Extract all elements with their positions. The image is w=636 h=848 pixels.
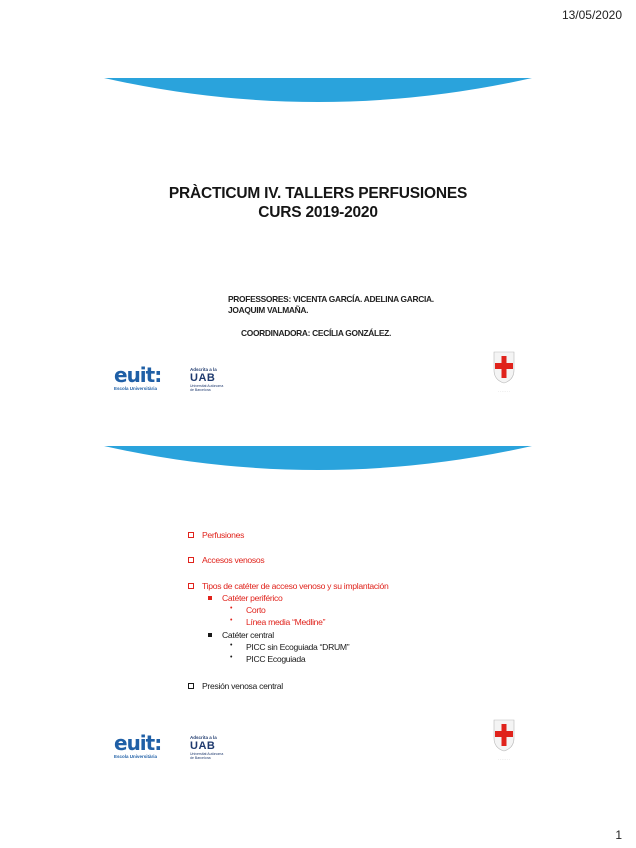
document-date: 13/05/2020 (561, 8, 622, 22)
coordinator: COORDINADORA: CECÍLIA GONZÁLEZ. (241, 328, 391, 338)
list-item-label: PICC Ecoguiada (246, 654, 306, 664)
slide-2 (104, 446, 532, 776)
list-item-label: Accesos venosos (202, 555, 265, 565)
professors-line-1: PROFESSORES: VICENTA GARCÍA. ADELINA GARCIA. (228, 294, 434, 304)
checkbox-square-icon (188, 583, 194, 589)
professors-line-2: JOAQUIM VALMAÑA. (228, 305, 309, 315)
list-item-label: Tipos de catéter de acceso venoso y su implantación (202, 581, 389, 591)
checkbox-square-icon (188, 683, 194, 689)
cross-caption: · · · · · · · (498, 389, 510, 393)
cross-shield-graphic (484, 718, 524, 752)
dot-bullet-icon: • (230, 642, 233, 649)
uab-subtitle-2: de Barcelona (190, 756, 211, 760)
slide-title (104, 184, 532, 222)
title-line-2: CURS 2019-2020 (258, 204, 378, 221)
checkbox-square-icon (188, 532, 194, 538)
list-item-label: Corto (246, 605, 266, 615)
euit-subtitle: Escola Universitària (114, 754, 158, 759)
dot-bullet-icon: • (230, 605, 233, 612)
uab-subtitle-1: Universitat Autònoma (190, 752, 224, 756)
euit-logo (114, 733, 161, 759)
dot-bullet-icon: • (230, 617, 233, 624)
title-line-1: PRÀCTICUM IV. TALLERS PERFUSIONES (168, 185, 468, 202)
red-cross-shield-icon (484, 350, 524, 393)
slide-banner (104, 78, 532, 104)
uab-subtitle-1: Universitat Autònoma (190, 384, 224, 388)
uab-subtitle-2: de Barcelona (190, 388, 211, 392)
euit-logo (114, 365, 161, 391)
list-item-label: Catéter central (222, 630, 274, 640)
list-item-label: Presión venosa central (202, 681, 283, 691)
uab-top-text: Adscrita a la (190, 367, 217, 372)
uab-wordmark: UAB (190, 372, 216, 384)
list-item-label: Línea media “Medline” (246, 617, 326, 627)
square-bullet-icon (208, 596, 212, 600)
list-item-label: Catéter periférico (222, 593, 283, 603)
slide-banner (104, 446, 532, 472)
square-bullet-icon (208, 633, 212, 637)
red-cross-shield-icon (484, 718, 524, 761)
page-number: 1 (615, 828, 622, 842)
euit-wordmark: euit: (114, 731, 162, 755)
uab-logo (190, 367, 223, 392)
uab-top-text: Adscrita a la (190, 735, 217, 740)
slide-1 (104, 78, 532, 408)
professors (228, 294, 434, 316)
cross-caption: · · · · · · · (498, 757, 510, 761)
list-item-label: Perfusiones (202, 530, 245, 540)
uab-logo (190, 735, 223, 760)
cross-shield-graphic (484, 350, 524, 384)
euit-wordmark: euit: (114, 363, 162, 387)
euit-subtitle: Escola Universitària (114, 386, 158, 391)
uab-wordmark: UAB (190, 740, 216, 752)
checkbox-square-icon (188, 557, 194, 563)
list-item-label: PICC sin Ecoguiada “DRUM” (246, 642, 350, 652)
dot-bullet-icon: • (230, 654, 233, 661)
